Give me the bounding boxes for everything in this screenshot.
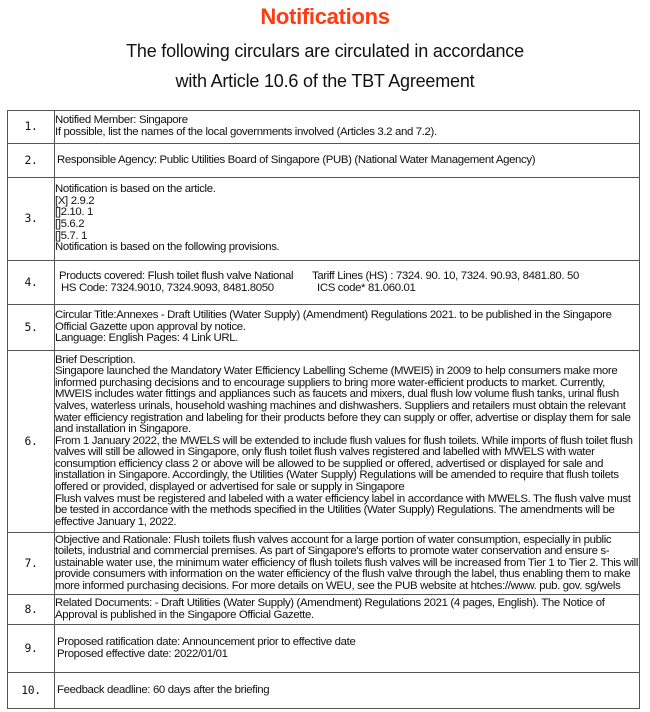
text-line: Notification is based on the following provisions. <box>55 241 280 254</box>
text-line: []5.6.2 <box>55 218 85 230</box>
row-number: 4. <box>8 261 55 305</box>
row-content-feedback-deadline <box>55 673 640 709</box>
text-paragraph: Flush valves must be registered and labeled with a water efficiency label in accordance with MWELS. The flush valve must be tested in accordance with the methods specified in the Utilities (Water Supply) Regulations. The amendments will be effective January 1, 2022. <box>55 492 631 528</box>
text-line: HS Code: 7324.9010, 7324.9093, 8481.8050 <box>61 281 274 294</box>
table-row <box>8 533 640 595</box>
text-line: Tariff Lines (HS) : 7324. 90. 10, 7324. 90.93, 8481.80. 50 <box>312 269 579 282</box>
table-row <box>8 351 640 533</box>
table-row <box>8 111 640 144</box>
text-paragraph: From 1 January 2022, the MWELS will be extended to include flush values for flush toilets. While imports of flush toilet flush valves will still be allowed in Singapore, only flush toilet flush valves registered and labelled with MWELS with water consumption efficiency class 2 or above will be allowed to be supplied or offered, advertised or displayed for sale and installation in Singapore. Accordingly, the Utilities (Water Supply) Regulations will be amended to require that flush toilets offered or provided, displayed or advertised for sale or supply in Singapore <box>55 434 633 494</box>
text-line: Notification is based on the article. <box>55 183 216 196</box>
row-content-products-covered <box>55 261 640 305</box>
text-paragraph: Brief Description. <box>55 353 136 366</box>
row-content-notification-basis <box>55 178 640 261</box>
row-number: 5. <box>8 305 55 351</box>
text-line: Products covered: Flush toilet flush valve National <box>59 269 294 282</box>
text-line: []5.7. 1 <box>55 229 88 242</box>
row-content-circular-title <box>55 305 640 351</box>
text-paragraph: Objective and Rationale: Flush toilets flush valves account for a large portion of water consumption, especially in public toilets, industrial and commercial premises. As part of Singapore's efforts to promote water conservation and ensure s-ustainable water use, the minimum water efficiency of flush toilets flush valves will be increased from Tier 1 to Tier 2. This will provide consumers with information on the water efficiency of the flush valve through the label, thus enabling them to make more informed purchasing decisions. For more details on WEU, see the PUB website at htches://www. pub. gov. sg/wels <box>55 533 639 592</box>
row-content-notified-member <box>55 111 640 144</box>
row-content-responsible-agency <box>55 144 640 178</box>
row-number: 3. <box>8 178 55 261</box>
page-title: Notifications <box>260 4 390 29</box>
text-line: []2.10. 1 <box>55 206 94 219</box>
row-number: 10. <box>8 673 55 709</box>
text-line: Responsible Agency: Public Utilities Board of Singapore (PUB) (National Water Management Agency) <box>57 153 536 166</box>
row-number: 6. <box>8 351 55 533</box>
table-row <box>8 178 640 261</box>
text-line: Proposed ratification date: Announcement prior to effective date <box>57 635 356 648</box>
text-line: Notified Member: Singapore <box>55 114 188 127</box>
row-content-related-documents <box>55 595 640 625</box>
text-paragraph: Singapore launched the Mandatory Water Efficiency Labelling Scheme (MWEI5) in 2009 to help consumers make more informed purchasing decisions and to encourage suppliers to bring more water-efficient products to market. Currently, MWEIS includes water fittings and appliances such as faucets and mixers, dual flush low volume flush tanks, urinal flush valves, waterless urinals, household washing machines and dishwashers. Suppliers and retailers must obtain the relevant water efficiency registration and labeling for their products before they can supply or offer, advertise or display them for sale and installation in Singapore. <box>55 365 631 436</box>
text-line: ICS code* 81.060.01 <box>317 281 416 294</box>
row-number: 9. <box>8 625 55 673</box>
table-row <box>8 625 640 673</box>
page-subtitle-line-2: with Article 10.6 of the TBT Agreement <box>175 71 475 91</box>
row-number: 2. <box>8 144 55 178</box>
notification-table <box>7 110 640 709</box>
text-line: [X] 2.9.2 <box>55 194 95 207</box>
page-subtitle-line-1: The following circulars are circulated in accordance <box>126 41 524 61</box>
text-paragraph: Related Documents: - Draft Utilities (Water Supply) (Amendment) Regulations 2021 (4 pages, English). The Notice of Approval is published in the Singapore Official Gazette. <box>55 596 605 621</box>
table-row <box>8 144 640 178</box>
row-content-proposed-dates <box>55 625 640 673</box>
row-number: 7. <box>8 533 55 595</box>
table-row <box>8 261 640 305</box>
row-number: 1. <box>8 111 55 144</box>
row-content-objective-rationale <box>55 533 640 595</box>
table-row <box>8 305 640 351</box>
table-row <box>8 595 640 625</box>
text-paragraph: Circular Title:Annexes - Draft Utilities (Water Supply) (Amendment) Regulations 2021. to be published in the Singapore Official Gazette upon approval by notice. <box>55 309 612 333</box>
row-content-brief-description <box>55 351 640 533</box>
row-number: 8. <box>8 595 55 625</box>
text-line: If possible, list the names of the local governments involved (Articles 3.2 and 7.2). <box>55 126 437 138</box>
table-row <box>8 673 640 709</box>
text-line: Proposed effective date: 2022/01/01 <box>57 647 228 660</box>
text-line: Feedback deadline: 60 days after the briefing <box>57 683 270 696</box>
text-line: Language: English Pages: 4 Link URL. <box>55 332 239 345</box>
